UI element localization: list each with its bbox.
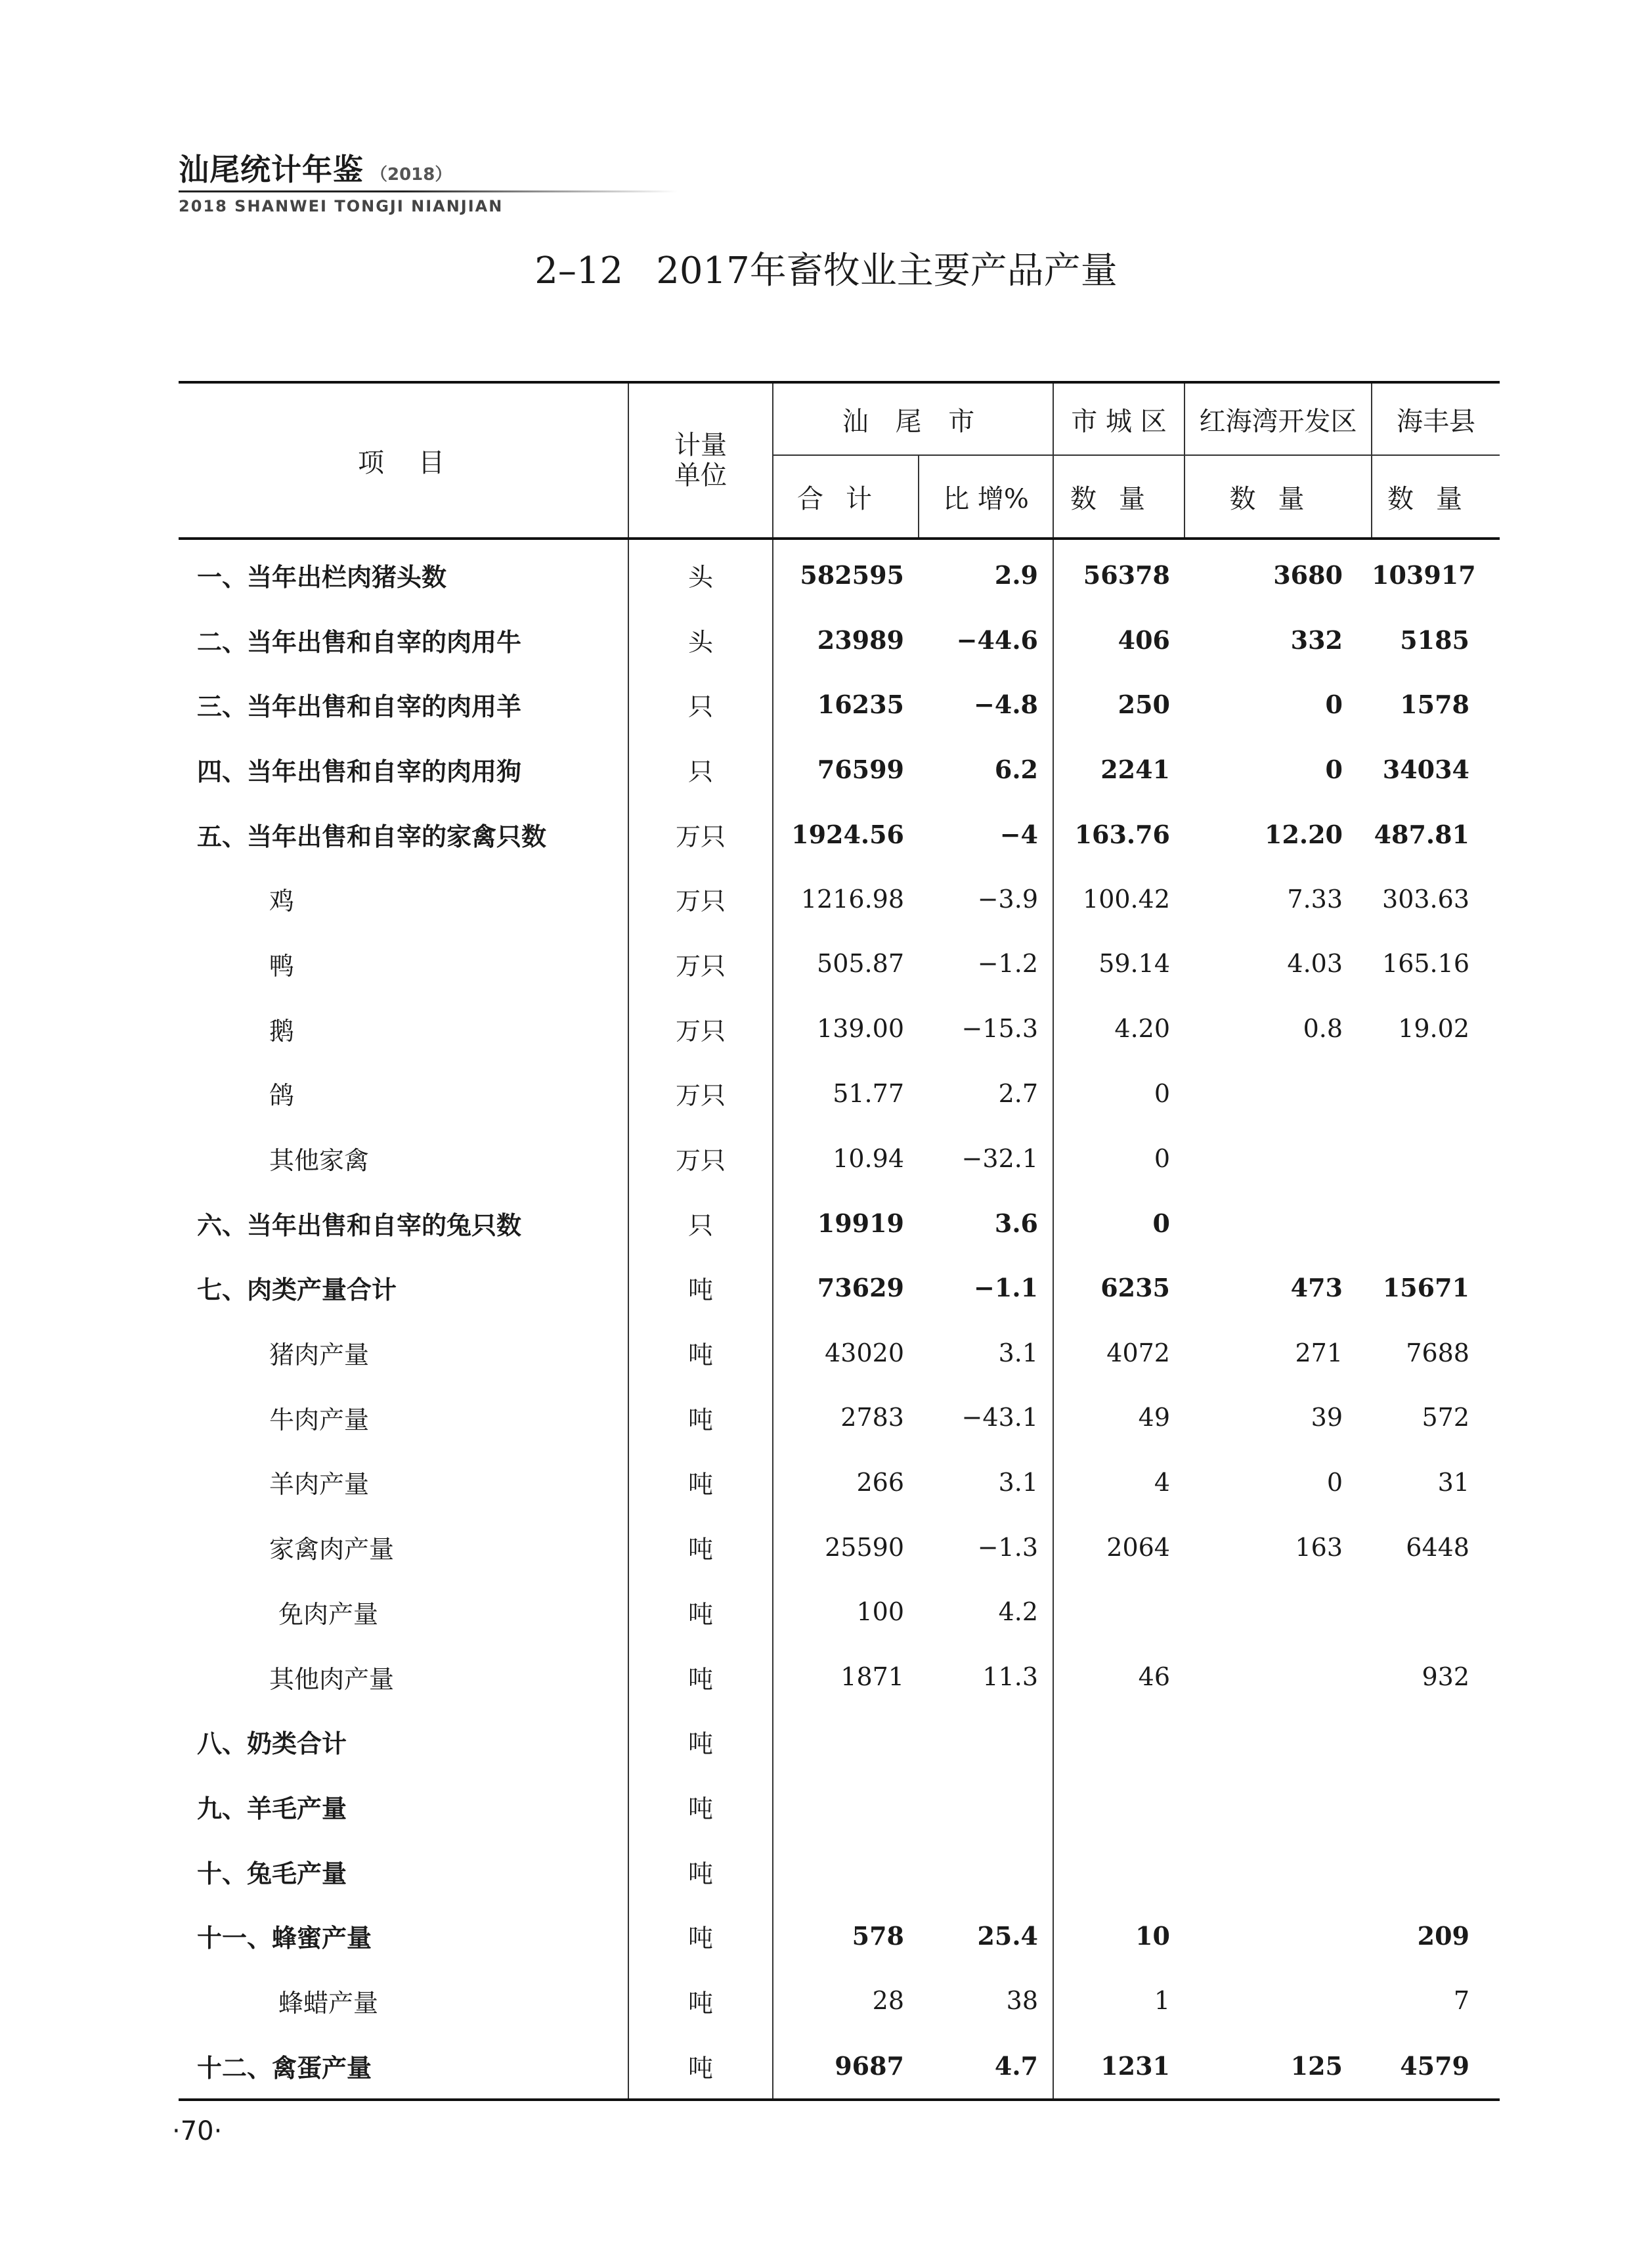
row-growth (919, 1839, 1053, 1904)
row-honghaiwan: 3680 (1273, 560, 1343, 590)
row-item: 羊肉产量 (269, 1470, 370, 1499)
row-growth: −4.8 (974, 690, 1038, 720)
row-item: 五、当年出售和自宰的家禽只数 (197, 822, 547, 851)
row-item: 三、当年出售和自宰的肉用羊 (197, 692, 522, 722)
table-body (179, 539, 1500, 2100)
row-shicheng: 4.20 (1053, 996, 1185, 1061)
running-header (179, 150, 678, 215)
header-rule (179, 190, 678, 192)
row-item: 十、兔毛产量 (197, 1859, 347, 1888)
row-item: 鹅 (269, 1016, 295, 1046)
table-row (179, 1839, 1500, 1904)
row-honghaiwan: 12.20 (1265, 819, 1343, 849)
row-total: 266 (773, 1450, 919, 1515)
row-growth: 11.3 (982, 1662, 1038, 1692)
table-row (179, 802, 1500, 867)
col-header-honghaiwan-qty: 数量 (1185, 455, 1372, 539)
row-shicheng: 46 (1053, 1645, 1185, 1710)
row-unit: 只 (628, 1191, 773, 1256)
row-haifeng: 5185 (1400, 625, 1469, 655)
col-header-shicheng-qty: 数量 (1053, 455, 1185, 539)
row-item: 鸽 (269, 1081, 295, 1111)
row-growth: 4.7 (994, 2050, 1038, 2081)
row-unit: 只 (628, 737, 773, 802)
row-growth: 6.2 (994, 754, 1038, 784)
row-growth: 2.9 (994, 560, 1038, 590)
row-honghaiwan (1185, 1191, 1372, 1256)
table-row (179, 931, 1500, 996)
row-item: 蜂蜡产量 (278, 1988, 379, 2018)
row-total: 1871 (773, 1645, 919, 1710)
row-shicheng: 2241 (1053, 737, 1185, 802)
row-honghaiwan: 39 (1311, 1403, 1343, 1432)
row-unit: 头 (628, 608, 773, 673)
table-title-text: 2017年畜牧业主要产品产量 (656, 250, 1118, 292)
row-unit: 吨 (628, 1968, 773, 2033)
table-row (179, 1385, 1500, 1450)
row-haifeng: 572 (1422, 1403, 1469, 1432)
row-shicheng (1053, 1839, 1185, 1904)
row-honghaiwan: 0 (1325, 690, 1343, 720)
row-unit: 万只 (628, 866, 773, 931)
table-row (179, 1645, 1500, 1710)
row-haifeng: 209 (1417, 1921, 1469, 1951)
row-unit: 吨 (628, 1256, 773, 1321)
row-unit: 吨 (628, 1580, 773, 1645)
row-shicheng: 0 (1053, 1191, 1185, 1256)
table-row (179, 539, 1500, 608)
row-item: 鸭 (269, 951, 295, 981)
row-honghaiwan (1185, 1903, 1372, 1968)
row-honghaiwan (1185, 1580, 1372, 1645)
table-header (179, 382, 1500, 539)
table-row (179, 608, 1500, 673)
col-header-unit-label: 计量单位 (674, 430, 727, 491)
row-honghaiwan: 473 (1290, 1273, 1343, 1303)
row-growth: 3.6 (994, 1208, 1038, 1238)
row-growth: −15.3 (961, 1014, 1038, 1044)
row-honghaiwan: 0 (1325, 754, 1343, 784)
row-unit: 吨 (628, 1320, 773, 1385)
row-item: 七、肉类产量合计 (197, 1275, 397, 1305)
row-growth: −1.2 (977, 949, 1038, 979)
table-row (179, 1256, 1500, 1321)
row-honghaiwan (1185, 1968, 1372, 2033)
row-total: 505.87 (773, 931, 919, 996)
row-item: 六、当年出售和自宰的兔只数 (197, 1210, 522, 1240)
row-haifeng: 7 (1453, 1986, 1469, 2016)
row-shicheng: 1 (1053, 1968, 1185, 2033)
table-number: 2–12 (534, 250, 624, 292)
row-total: 1216.98 (773, 866, 919, 931)
col-header-haifeng-qty: 数量 (1372, 455, 1500, 539)
row-unit: 吨 (628, 2033, 773, 2100)
row-honghaiwan (1185, 1645, 1372, 1710)
row-total: 9687 (773, 2033, 919, 2100)
row-unit: 万只 (628, 1061, 773, 1126)
row-haifeng (1372, 1580, 1500, 1645)
row-haifeng: 303.63 (1382, 884, 1469, 914)
row-shicheng (1053, 1774, 1185, 1839)
row-haifeng: 487.81 (1374, 819, 1469, 849)
row-shicheng: 59.14 (1053, 931, 1185, 996)
table-row (179, 1903, 1500, 1968)
row-total (773, 1774, 919, 1839)
row-unit: 吨 (628, 1385, 773, 1450)
row-haifeng: 6448 (1406, 1532, 1469, 1562)
row-item: 免肉产量 (278, 1599, 379, 1629)
row-growth: −43.1 (961, 1403, 1038, 1432)
row-unit: 头 (628, 539, 773, 608)
row-growth: 25.4 (977, 1921, 1038, 1951)
row-shicheng (1053, 1709, 1185, 1774)
row-unit: 只 (628, 672, 773, 737)
row-growth: 3.1 (998, 1467, 1038, 1497)
row-shicheng: 10 (1053, 1903, 1185, 1968)
row-total: 2783 (773, 1385, 919, 1450)
row-growth: −44.6 (956, 625, 1038, 655)
row-haifeng: 165.16 (1382, 949, 1469, 979)
row-honghaiwan: 332 (1290, 625, 1343, 655)
row-growth: −1.1 (974, 1273, 1038, 1303)
row-haifeng (1372, 1061, 1500, 1126)
row-growth (919, 1709, 1053, 1774)
row-total: 100 (773, 1580, 919, 1645)
row-honghaiwan: 4.03 (1287, 949, 1343, 979)
row-honghaiwan: 0.8 (1303, 1014, 1343, 1044)
col-header-haifeng: 海丰县 (1372, 382, 1500, 455)
row-total: 1924.56 (773, 802, 919, 867)
row-shicheng: 4072 (1053, 1320, 1185, 1385)
row-growth: −32.1 (961, 1143, 1038, 1173)
table-row (179, 2033, 1500, 2100)
col-header-unit (628, 382, 773, 539)
col-header-item: 项 目 (358, 447, 448, 478)
row-growth (919, 1774, 1053, 1839)
row-honghaiwan (1185, 1061, 1372, 1126)
row-honghaiwan (1185, 1126, 1372, 1191)
row-honghaiwan: 125 (1290, 2050, 1343, 2081)
row-haifeng: 15671 (1382, 1273, 1469, 1303)
row-honghaiwan: 0 (1326, 1467, 1343, 1497)
table-title (0, 248, 1652, 294)
col-header-honghaiwan: 红海湾开发区 (1185, 382, 1372, 455)
row-shicheng: 49 (1053, 1385, 1185, 1450)
row-total: 16235 (773, 672, 919, 737)
table-row (179, 1709, 1500, 1774)
row-haifeng (1372, 1839, 1500, 1904)
col-header-shicheng: 市 城 区 (1053, 382, 1185, 455)
row-growth: 2.7 (998, 1078, 1038, 1108)
row-total: 139.00 (773, 996, 919, 1061)
row-item: 二、当年出售和自宰的肉用牛 (197, 627, 522, 657)
livestock-output-table (179, 381, 1500, 2101)
row-haifeng: 34034 (1382, 754, 1469, 784)
table-row (179, 866, 1500, 931)
row-total: 28 (773, 1968, 919, 2033)
col-header-total: 合计 (773, 455, 919, 539)
row-total: 19919 (773, 1191, 919, 1256)
row-growth: 4.2 (998, 1597, 1038, 1627)
table-row (179, 1126, 1500, 1191)
row-honghaiwan (1185, 1709, 1372, 1774)
row-total: 578 (773, 1903, 919, 1968)
row-unit: 万只 (628, 996, 773, 1061)
row-shicheng: 6235 (1053, 1256, 1185, 1321)
row-growth: −4 (999, 819, 1038, 849)
row-unit: 万只 (628, 1126, 773, 1191)
row-item: 牛肉产量 (269, 1405, 370, 1434)
table-row (179, 1968, 1500, 2033)
table-row (179, 1450, 1500, 1515)
row-haifeng (1372, 1774, 1500, 1839)
row-unit: 吨 (628, 1450, 773, 1515)
row-item: 八、奶类合计 (197, 1729, 347, 1759)
row-growth: 3.1 (998, 1338, 1038, 1367)
row-shicheng: 406 (1053, 608, 1185, 673)
yearbook-edition: （2018） (370, 165, 452, 185)
row-shicheng: 100.42 (1053, 866, 1185, 931)
row-item: 一、当年出栏肉猪头数 (197, 562, 447, 592)
row-item: 猪肉产量 (269, 1340, 370, 1370)
row-item: 十二、禽蛋产量 (197, 2053, 372, 2083)
page-number: ·70· (172, 2116, 223, 2146)
row-unit: 吨 (628, 1515, 773, 1580)
row-unit: 吨 (628, 1839, 773, 1904)
row-growth: −3.9 (977, 884, 1038, 914)
row-haifeng (1372, 1126, 1500, 1191)
row-total: 73629 (773, 1256, 919, 1321)
row-shicheng: 0 (1053, 1061, 1185, 1126)
table-row (179, 737, 1500, 802)
row-item: 四、当年出售和自宰的肉用狗 (197, 757, 522, 786)
col-header-growth: 比 增% (919, 455, 1053, 539)
row-unit: 万只 (628, 931, 773, 996)
row-item: 其他家禽 (269, 1146, 370, 1176)
row-shicheng: 163.76 (1053, 802, 1185, 867)
table-row (179, 672, 1500, 737)
table-row (179, 1191, 1500, 1256)
row-total: 10.94 (773, 1126, 919, 1191)
row-haifeng: 7688 (1406, 1338, 1469, 1367)
row-item: 其他肉产量 (269, 1664, 395, 1694)
row-haifeng (1372, 1709, 1500, 1774)
row-honghaiwan: 271 (1295, 1338, 1343, 1367)
row-unit: 吨 (628, 1709, 773, 1774)
row-unit: 吨 (628, 1774, 773, 1839)
row-haifeng (1372, 1191, 1500, 1256)
row-haifeng: 4579 (1400, 2050, 1469, 2081)
row-honghaiwan (1185, 1774, 1372, 1839)
row-haifeng: 31 (1437, 1467, 1469, 1497)
row-shicheng: 250 (1053, 672, 1185, 737)
row-shicheng (1053, 1580, 1185, 1645)
row-shicheng: 2064 (1053, 1515, 1185, 1580)
row-shicheng: 56378 (1053, 539, 1185, 608)
table-row (179, 1580, 1500, 1645)
yearbook-subtitle: 2018 SHANWEI TONGJI NIANJIAN (179, 197, 504, 215)
col-header-shanwei: 汕 尾 市 (773, 382, 1053, 455)
row-total: 51.77 (773, 1061, 919, 1126)
table-row (179, 996, 1500, 1061)
row-total (773, 1839, 919, 1904)
row-item: 九、羊毛产量 (197, 1794, 347, 1823)
row-shicheng: 1231 (1053, 2033, 1185, 2100)
row-growth: −1.3 (977, 1532, 1038, 1562)
row-total: 582595 (773, 539, 919, 608)
row-haifeng: 932 (1422, 1662, 1469, 1692)
table-row (179, 1320, 1500, 1385)
table-row (179, 1061, 1500, 1126)
row-haifeng: 19.02 (1398, 1014, 1469, 1044)
table-row (179, 1515, 1500, 1580)
row-growth: 38 (1006, 1986, 1038, 2016)
row-total: 76599 (773, 737, 919, 802)
row-total: 25590 (773, 1515, 919, 1580)
table-row (179, 1774, 1500, 1839)
row-item: 鸡 (269, 887, 295, 916)
row-honghaiwan: 163 (1295, 1532, 1343, 1562)
row-unit: 吨 (628, 1903, 773, 1968)
row-shicheng: 0 (1053, 1126, 1185, 1191)
row-total: 43020 (773, 1320, 919, 1385)
row-item: 家禽肉产量 (269, 1535, 395, 1564)
row-unit: 万只 (628, 802, 773, 867)
row-total: 23989 (773, 608, 919, 673)
row-haifeng: 1578 (1400, 690, 1469, 720)
yearbook-title: 汕尾统计年鉴 (179, 152, 364, 187)
row-honghaiwan: 7.33 (1287, 884, 1343, 914)
row-honghaiwan (1185, 1839, 1372, 1904)
row-unit: 吨 (628, 1645, 773, 1710)
row-item: 十一、蜂蜜产量 (197, 1924, 372, 1953)
row-haifeng: 103917 (1372, 560, 1476, 590)
row-total (773, 1709, 919, 1774)
row-shicheng: 4 (1053, 1450, 1185, 1515)
